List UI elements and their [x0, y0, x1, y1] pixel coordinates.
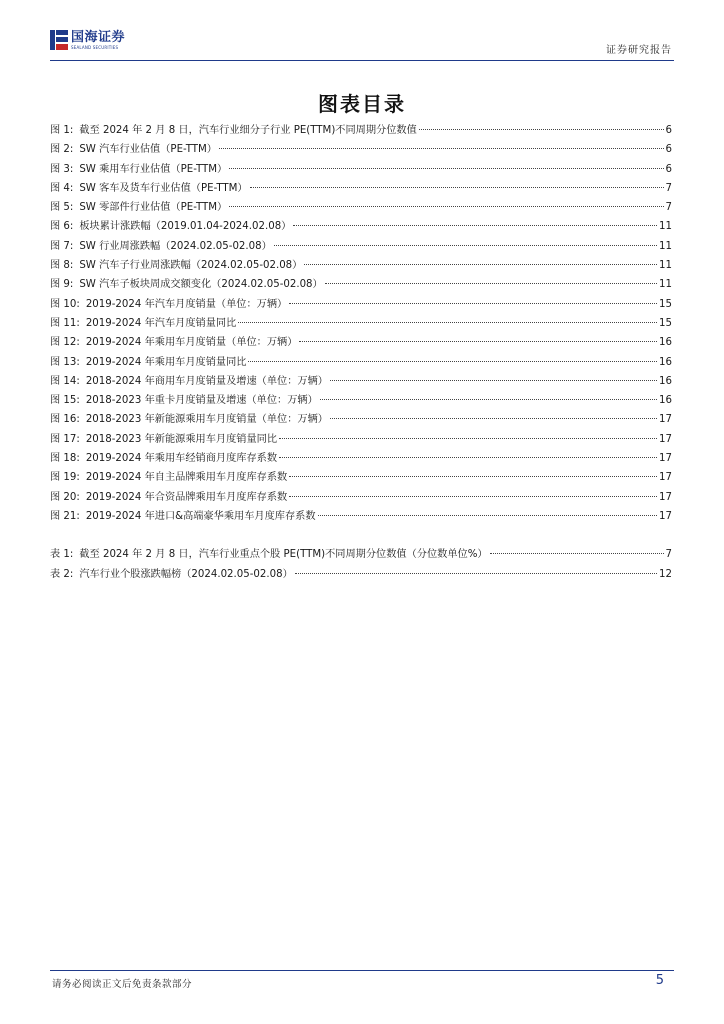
table-entry-title: 截至 2024 年 2 月 8 日，汽车行业重点个股 PE(TTM)不同周期分位数值（分位数单位%） — [79, 549, 488, 561]
figure-entry-title: 2019-2024 年汽车月度销量同比 — [85, 317, 237, 329]
company-logo — [50, 30, 125, 50]
figure-entry-title: 2018-2023 年新能源乘用车月度销量同比 — [85, 433, 278, 445]
page-header — [50, 26, 674, 60]
dot-leader — [279, 457, 657, 458]
dot-leader — [330, 418, 657, 419]
report-type: 证券研究报告 — [606, 45, 672, 56]
figure-entry[interactable] — [50, 140, 672, 159]
logo-subtitle: SEALAND SECURITIES — [71, 45, 119, 50]
figure-entry-page: 6 — [665, 125, 672, 136]
figure-entry-label: 图 10: — [50, 298, 80, 310]
dot-leader — [304, 264, 657, 265]
figure-entry-label: 图 11: — [50, 317, 80, 329]
dot-leader — [289, 303, 657, 304]
figure-entry-page: 6 — [665, 163, 672, 175]
figure-entry-title: SW 客车及货车行业估值（PE-TTM） — [79, 182, 248, 194]
dot-leader — [219, 148, 664, 149]
logo-name: 国海证券 — [71, 30, 126, 45]
figure-entry-title: SW 汽车子板块周成交额变化（2024.02.05-02.08） — [79, 279, 323, 291]
figure-entry-page: 16 — [659, 375, 672, 387]
figure-entry-page: 17 — [659, 491, 672, 503]
figure-entry-page: 15 — [659, 298, 672, 310]
figure-entry-label: 图 2: — [50, 144, 74, 156]
table-of-figures — [50, 121, 672, 584]
figure-entry-page: 16 — [659, 337, 672, 349]
figure-list — [50, 121, 672, 526]
table-entry-title: 汽车行业个股涨跌幅榜（2024.02.05-02.08） — [79, 568, 293, 580]
figure-entry-title: 2019-2024 年自主品牌乘用车月度库存系数 — [85, 472, 288, 484]
footer-divider — [50, 970, 674, 971]
figure-entry-title: 2018-2024 年商用车月度销量及增速（单位：万辆） — [85, 375, 328, 387]
figure-entry[interactable] — [50, 179, 672, 198]
figure-entry[interactable] — [50, 468, 672, 487]
figure-entry-page: 11 — [659, 240, 672, 252]
dot-leader — [238, 322, 657, 323]
dot-leader — [293, 225, 657, 226]
figure-entry-label: 图 21: — [50, 510, 80, 522]
dot-leader — [289, 476, 657, 477]
figure-entry-page: 7 — [665, 202, 672, 214]
figure-entry-title: SW 零部件行业估值（PE-TTM） — [79, 202, 228, 214]
dot-leader — [250, 187, 664, 188]
footer-disclaimer: 请务必阅读正文后免责条款部分 — [52, 979, 193, 990]
figure-entry-label: 图 4: — [50, 182, 74, 194]
figure-entry-page: 17 — [659, 453, 672, 465]
figure-entry-page: 16 — [659, 395, 672, 407]
figure-entry-title: SW 乘用车行业估值（PE-TTM） — [79, 163, 228, 175]
table-entry-label: 表 2: — [50, 568, 74, 580]
dot-leader — [320, 399, 657, 400]
page-number: 5 — [655, 973, 664, 988]
figure-entry-title: 2019-2024 年乘用车经销商月度库存系数 — [85, 453, 278, 465]
sealand-logo-icon — [50, 30, 68, 50]
table-entry-page: 12 — [659, 568, 672, 580]
figure-entry-title: SW 汽车子行业周涨跌幅（2024.02.05-02.08） — [79, 260, 303, 272]
figure-entry-page: 17 — [659, 510, 672, 522]
figure-entry-title: 2019-2024 年乘用车月度销量同比 — [85, 356, 247, 368]
figure-entry-page: 11 — [659, 221, 672, 233]
figure-entry-label: 图 19: — [50, 472, 80, 484]
figure-entry-title: 2019-2024 年合资品牌乘用车月度库存系数 — [85, 491, 288, 503]
figure-entry[interactable] — [50, 449, 672, 468]
figure-entry[interactable] — [50, 237, 672, 256]
figure-entry-title: 2018-2023 年新能源乘用车月度销量（单位：万辆） — [85, 414, 328, 426]
figure-entry-title: 2019-2024 年进口&高端豪华乘用车月度库存系数 — [85, 510, 316, 522]
dot-leader — [325, 283, 657, 284]
figure-entry-label: 图 6: — [50, 221, 74, 233]
figure-entry-label: 图 1: — [50, 125, 74, 136]
figure-entry-label: 图 18: — [50, 453, 80, 465]
header-divider — [50, 60, 674, 61]
figure-entry[interactable] — [50, 121, 672, 140]
figure-entry-label: 图 12: — [50, 337, 80, 349]
figure-entry-title: 2019-2024 年乘用车月度销量（单位：万辆） — [85, 337, 298, 349]
figure-entry-page: 17 — [659, 414, 672, 426]
figure-entry[interactable] — [50, 275, 672, 294]
figure-entry[interactable] — [50, 333, 672, 352]
figure-entry-title: 2018-2023 年重卡月度销量及增速（单位：万辆） — [85, 395, 318, 407]
figure-entry-label: 图 14: — [50, 375, 80, 387]
table-entry[interactable] — [50, 545, 672, 564]
figure-entry[interactable] — [50, 198, 672, 217]
figure-entry-label: 图 13: — [50, 356, 80, 368]
figure-entry[interactable] — [50, 488, 672, 507]
figure-entry-title: 2019-2024 年汽车月度销量（单位：万辆） — [85, 298, 288, 310]
figure-entry-page: 7 — [665, 182, 672, 194]
figure-entry-title: 截至 2024 年 2 月 8 日，汽车行业细分子行业 PE(TTM)不同周期分位数值 — [79, 125, 417, 136]
figure-entry[interactable] — [50, 507, 672, 526]
figure-entry[interactable] — [50, 314, 672, 333]
figure-entry-title: SW 汽车行业估值（PE-TTM） — [79, 144, 217, 156]
figure-entry-page: 15 — [659, 317, 672, 329]
figure-entry-title: SW 行业周涨跌幅（2024.02.05-02.08） — [79, 240, 272, 252]
figure-entry-label: 图 15: — [50, 395, 80, 407]
dot-leader — [330, 380, 657, 381]
figure-entry-label: 图 16: — [50, 414, 80, 426]
figure-entry-label: 图 3: — [50, 163, 74, 175]
figure-entry[interactable] — [50, 391, 672, 410]
figure-entry-label: 图 5: — [50, 202, 74, 214]
figure-entry-page: 17 — [659, 433, 672, 445]
figure-entry-label: 图 20: — [50, 491, 80, 503]
figure-entry[interactable] — [50, 256, 672, 275]
table-entry-page: 7 — [665, 549, 672, 561]
dot-leader — [274, 245, 657, 246]
figure-entry-label: 图 17: — [50, 433, 80, 445]
figure-entry-page: 17 — [659, 472, 672, 484]
figure-entry-title: 板块累计涨跌幅（2019.01.04-2024.02.08） — [79, 221, 292, 233]
figure-entry[interactable] — [50, 410, 672, 429]
dot-leader — [318, 515, 657, 516]
table-entry-label: 表 1: — [50, 549, 74, 561]
dot-leader — [279, 438, 657, 439]
figure-entry[interactable] — [50, 372, 672, 391]
figure-entry[interactable] — [50, 217, 672, 236]
dot-leader — [299, 341, 657, 342]
figure-entry-label: 图 7: — [50, 240, 74, 252]
dot-leader — [289, 496, 657, 497]
page-title: 图表目录 — [318, 92, 406, 116]
figure-entry-label: 图 8: — [50, 260, 74, 272]
figure-entry-label: 图 9: — [50, 279, 74, 291]
dot-leader — [419, 129, 664, 130]
dot-leader — [490, 553, 664, 554]
figure-entry-page: 6 — [665, 144, 672, 156]
figure-entry[interactable] — [50, 353, 672, 372]
dot-leader — [248, 361, 657, 362]
dot-leader — [295, 573, 657, 574]
dot-leader — [229, 206, 663, 207]
figure-entry-page: 16 — [659, 356, 672, 368]
figure-entry[interactable] — [50, 160, 672, 179]
table-entry[interactable] — [50, 565, 672, 584]
figure-entry-page: 11 — [659, 260, 672, 272]
figure-entry-page: 11 — [659, 279, 672, 291]
table-list — [50, 545, 672, 584]
figure-entry[interactable] — [50, 430, 672, 449]
figure-entry[interactable] — [50, 295, 672, 314]
dot-leader — [229, 168, 663, 169]
